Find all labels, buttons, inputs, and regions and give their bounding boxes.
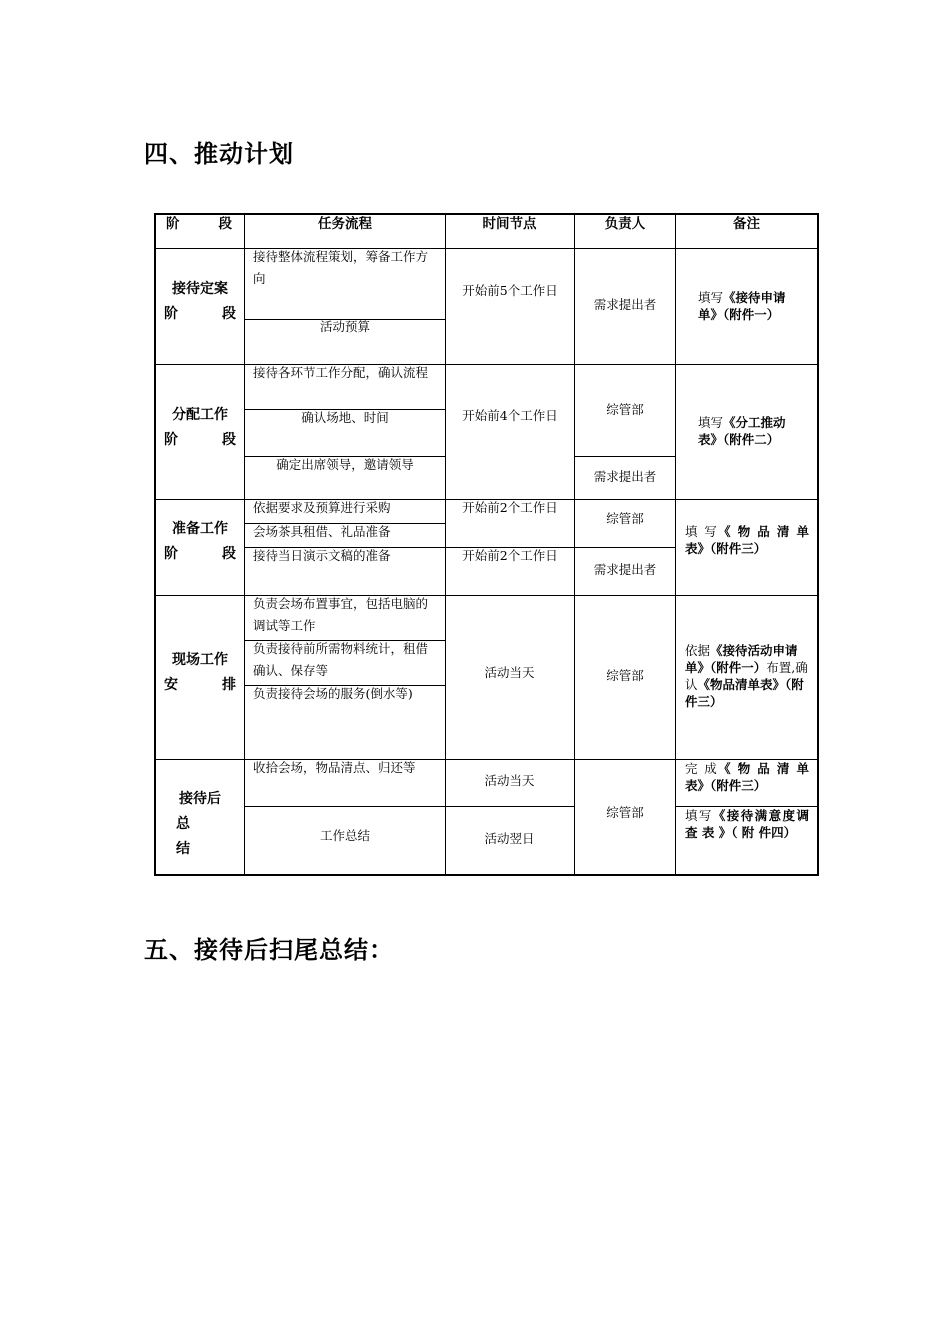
note: 填写《接待满意度调 查 表 》（ 附 件四） [685, 808, 809, 840]
header-phase: 阶 段 [166, 216, 232, 232]
task-item: 确认场地、时间 [301, 410, 389, 425]
note: 填写《分工推动表》（附件二） [698, 415, 786, 447]
task-item: 接待整体流程策划，筹备工作方向 [253, 249, 429, 286]
phase-label: 准备工作 阶 段 [164, 521, 236, 562]
task-item: 会场茶具租借、礼品准备 [253, 524, 391, 539]
phase-label: 接待定案 阶 段 [164, 281, 236, 322]
task-item: 依据要求及预算进行采购 [253, 500, 391, 515]
time-node: 活动当天 [484, 773, 535, 788]
note: 完 成《 物 品 清 单 表》（附件三） [685, 761, 809, 793]
header-time: 时间节点 [482, 216, 537, 232]
task-item: 接待当日演示文稿的准备 [253, 548, 391, 563]
task-item: 确定出席领导，邀请领导 [276, 457, 414, 472]
plan-table [154, 213, 819, 876]
task-item: 工作总结 [319, 828, 370, 843]
note: 填 写《 物 品 清 单 表》（附件三） [685, 524, 809, 556]
owner: 需求提出者 [593, 562, 657, 577]
header-owner: 负责人 [604, 216, 646, 232]
phase-label: 现场工作 安 排 [164, 652, 236, 693]
task-item: 接待各环节工作分配，确认流程 [253, 365, 429, 380]
task-item: 负责会场布置事宜，包括电脑的调试等工作 [253, 596, 429, 633]
task-item: 负责接待前所需物料统计，租借确认、保存等 [253, 641, 429, 678]
time-node: 活动翌日 [484, 831, 535, 846]
header-tasks: 任务流程 [318, 216, 372, 232]
time-node: 开始前5个工作日 [462, 283, 558, 298]
owner: 需求提出者 [593, 469, 657, 484]
owner: 综管部 [606, 668, 644, 683]
time-node: 开始前4个工作日 [462, 408, 558, 423]
owner: 综管部 [606, 402, 644, 417]
phase-label: 分配工作 阶 段 [164, 407, 236, 448]
note: 填写《接待申请单》（附件一） [698, 290, 786, 322]
time-node: 开始前2个工作日 [462, 500, 558, 515]
owner: 需求提出者 [593, 297, 657, 312]
section-4-title: 四、推动计划 [144, 140, 294, 168]
task-item: 收拾会场，物品清点、归还等 [253, 760, 416, 775]
task-item: 活动预算 [319, 319, 370, 334]
section-5-title: 五、接待后扫尾总结： [144, 936, 394, 964]
phase-label: 接待后 总 结 [176, 791, 221, 857]
header-notes: 备注 [733, 216, 760, 232]
time-node: 活动当天 [484, 665, 535, 680]
time-node: 开始前2个工作日 [462, 548, 558, 563]
note: 依据《接待活动申请单》（附件一）布置,确认《物品清单表》（附件三） [685, 643, 808, 709]
owner: 综管部 [606, 511, 644, 526]
owner: 综管部 [606, 805, 644, 820]
task-item: 负责接待会场的服务(倒水等) [253, 686, 413, 701]
